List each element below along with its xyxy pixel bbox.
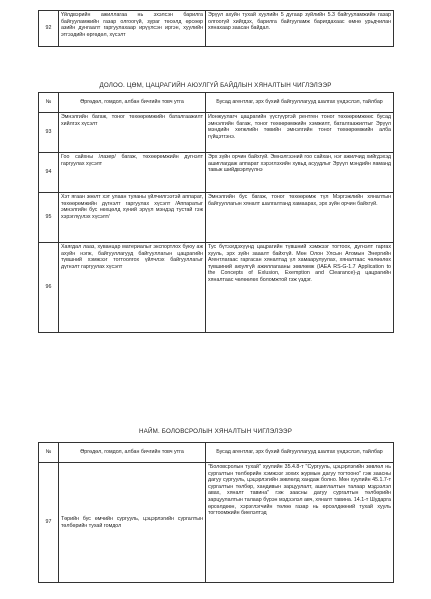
table-education [38, 442, 394, 583]
header-request: Өргөдөл, гомдол, албан бичгийн товч утга [59, 93, 206, 113]
table-continued [38, 10, 394, 47]
grounds-explanation: Эмнэлгийн бус багаж, тоног төхөөрөмж түл Мэргэжлийн хяналтын байгууллагын хяналт шалгалтанд хамаарах, эрх зүйн орчин байхгүй. [206, 193, 394, 243]
row-number: 95 [39, 193, 59, 243]
table-row [39, 153, 394, 193]
grounds-explanation: Эрүүл ахуйн тухай хуулийн 5 дугаар зүйлийн 5.3 байгууламжийн газар олгоогүй хийгдэх, барилга байгууламж баригдахаас өмнө урьдчилан хянахаар заасан байдал. [206, 11, 394, 47]
row-number: 93 [39, 113, 59, 153]
table-header-row [39, 93, 394, 113]
header-grounds: Бусад агентлаг, эрх бүхий байгууллагууд шалгах үндэслэл, тайлбар [206, 443, 394, 463]
row-number: 92 [39, 11, 59, 47]
row-number: 97 [39, 463, 59, 583]
table-row [39, 193, 394, 243]
row-number: 94 [39, 153, 59, 193]
table-header-row [39, 443, 394, 463]
table-row [39, 463, 394, 583]
table-row [39, 113, 394, 153]
request-summary: Үйлдвэрийн ажиллагаа нь эхэлсэн барилга байгууламжийн газар олгоогүй, зураг төсөлд өрсөөр азийн дунгаалт гаргуулахаар ирүүлсэн иргэн, хуулийн этгээдийн өргөдөл, хүсэлт [59, 11, 206, 47]
header-number: № [39, 443, 59, 463]
grounds-explanation: Ионжуулагч цацрагийн үүсгүүртэй рентген тоног төхөөрөмжөөс бусад эмнэлгийн багаж, тоног төхөөрөмжийн хэмжилт, баталгаажилтыг Эрүүл мэндийн хөгжлийн төвийн эмнэлгийн тоног төхөөрөмжийн алба гүйцэтгэнэ. [206, 113, 394, 153]
section-title-education: НАЙМ. БОЛОВСРОЛЫН ХЯНАЛТЫН ЧИГЛЭЛЭЭР [138, 428, 293, 435]
table-row [39, 243, 394, 333]
request-summary: Төрийн бус өмчийн сургууль, цэцэрлэгийн сургалтын төлбөрийн тухай гомдол [59, 463, 206, 583]
table-row [39, 11, 394, 47]
header-number: № [39, 93, 59, 113]
header-request: Өргөдөл, гомдол, албан бичгийн товч утга [59, 443, 206, 463]
request-summary: Гоо сайхны /лазер/ багаж, төхөөрөмжийн дүгнэлт гаргуулах хүсэлт [59, 153, 206, 193]
request-summary: Хэт ягаан зөөлт хэт улаан туяаны үйлчилгээтэй аппарат, төхөөрөмжийн дүгнэлт гаргуулах хүсэлт /Аппаратыг эмнэлгийн бус нөхцөлд хүний эрүүл мэндэд тустай гэж хэрэглүүлэх хүсэлт/ [59, 193, 206, 243]
table-nuclear-safety [38, 92, 394, 333]
grounds-explanation: Тус бүтээгдэхүүнд цацрагийн түвшний хэмжээг тогтоох, дүгнэлт гаргах хууль, эрх зүйн зааалт байхгүй. Мөн Олон Улсын Атомын Энергийн Агентлагаас гаргасан хяналтад үл хамаарулуулах, хяналтаас чөлөөлөх түвшиний аюулгүй ажиллагааны зөвлөмж (IAEA RS-G-1.7 Application to the Concepts of Exlusion, Exemption and Clearance)-д цацрагийн хяналтаас чөлөөлөх боломжтой гэж үздэг. [206, 243, 394, 333]
header-grounds: Бусад агентлаг, эрх бүхий байгууллагууд шалгах үндэслэл, тайлбар [206, 93, 394, 113]
section-title-nuclear: ДОЛОО. ЦӨМ, ЦАЦРАГИЙН АЮУЛГҮЙ БАЙДЛЫН ХЯНАЛТЫН ЧИГЛЭЛЭЭР [99, 82, 332, 89]
row-number: 96 [39, 243, 59, 333]
grounds-explanation: "Боловсролын тухай" хуулийн 35.4.8-т "Сургууль, цэцэрлэгийн зөвлөл нь сургалтын төлбөрийн хэмжээг зохих журмын дагуу тогтооно" гэж заасны дагуу сургууль, цэцэрлэгийн зөвлөлд хандаж болно. Мөн хуулийн 45.1.7-т сургалтын төлбөр, хандивын зарцуулалт, ашиглалтын талаар мэдээлэл авах, хяналт тавина" гэж заасны дагуу сургалтын төлбөрийн зарцуулалтын талаар бүрэн мэдээлэл авч, хяналт тавина. 14.1-т Шударга өрсөлдөөн, хэрэглэгчийн төлөө газар нь өрсөлдөөний тухай хууль тогтоомжийн биелэлтэд [206, 463, 394, 583]
request-summary: Хаягдал лааз, хуванцар материалыг экспортлох буюу аж ахуйн нэгж, байгууллагууд байгууллагын цацрагийн түвшний хэмжээг тогтоолгох үйлчлэх байгууллагыг дүгнэлт гаргуулах хүсэлт [59, 243, 206, 333]
request-summary: Эмнэлгийн багаж, тоног төхөөрөмжийн баталгаажилт хийлгэх хүсэлт [59, 113, 206, 153]
grounds-explanation: Эрх зүйн орчин байхгүй. Эмнэлгээний гоо сайхан, нэг ажилчид хийгдэхэд ашиглагдаж аппарат хэрэглэхийн хувьд асуудлыг Эрүүл мэндийн яаманд тавьж шийдвэрлүүлнэ [206, 153, 394, 193]
